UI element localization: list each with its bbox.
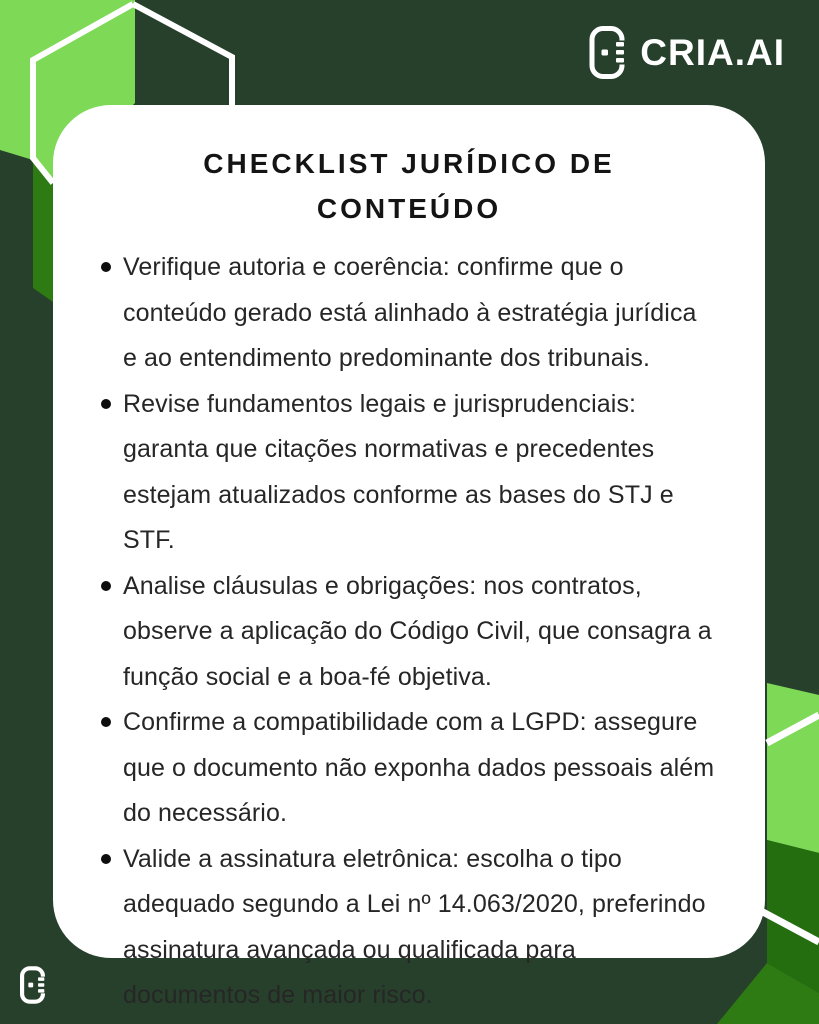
footer-logo — [20, 966, 45, 1009]
checklist-item-text: Confirme a compatibilidade com a LGPD: assegure que o documento não exponha dados pessoais além do necessário. — [123, 708, 715, 827]
page-title-line-2: CONTEÚDO — [316, 193, 502, 224]
checklist-item — [123, 837, 715, 1019]
checklist-item-text: Verifique autoria e coerência: confirme que o conteúdo gerado está alinhado à estratégia jurídica e ao entendimento predominante dos tribunais. — [123, 253, 697, 372]
checklist-item-text: Analise cláusulas e obrigações: nos contratos, observe a aplicação do Código Civil, que consagra a função social e a boa-fé objetiva. — [123, 571, 712, 691]
white-hexagon-outline-right — [133, 4, 232, 120]
content-card — [53, 105, 765, 1009]
checklist-item — [123, 564, 715, 701]
checklist-item — [123, 245, 715, 382]
page-title — [53, 141, 739, 231]
bullet-icon — [101, 262, 111, 272]
brand-name: CRIA.AI — [640, 31, 785, 73]
bullet-icon — [101, 854, 111, 864]
cria-badge-icon-small — [20, 966, 45, 1004]
checklist — [53, 245, 739, 1019]
page-title-line-1: CHECKLIST JURÍDICO DE — [203, 148, 615, 179]
checklist-item — [123, 700, 715, 837]
light-green-face — [767, 683, 819, 853]
bullet-icon — [101, 717, 111, 727]
brand-logo — [589, 25, 785, 80]
checklist-item-text: Valide a assinatura eletrônica: escolha o tipo adequado segundo a Lei nº 14.063/2020, preferindo assinatura avançada ou qualificada para documentos de maior risco. — [123, 844, 706, 1009]
cria-badge-icon — [589, 25, 625, 80]
bullet-icon — [101, 581, 111, 591]
checklist-item-text: Revise fundamentos legais e jurisprudenciais: garanta que citações normativas e precedentes estejam atualizados conforme as bases do STJ e STF. — [123, 389, 674, 554]
checklist-item — [123, 382, 715, 564]
bullet-icon — [101, 399, 111, 409]
